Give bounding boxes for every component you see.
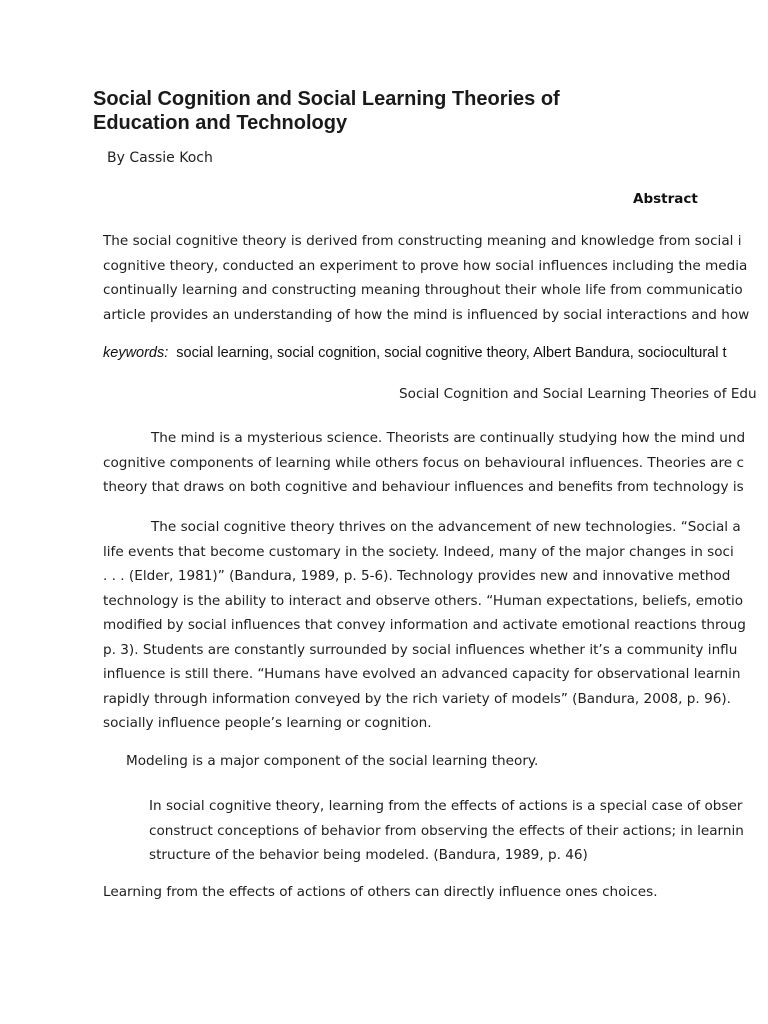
keywords-text: social learning, social cognition, social cognitive theory, Albert Bandura, sociocultural t [176, 345, 727, 361]
modeling-sentence: Modeling is a major component of the social learning theory. [126, 753, 539, 769]
paragraph-line: theory that draws on both cognitive and behaviour influences and benefits from technology is [103, 479, 744, 495]
paragraph-line: . . . (Elder, 1981)” (Bandura, 1989, p. 5-6). Technology provides new and innovative method [103, 568, 731, 584]
title-line: Social Cognition and Social Learning Theories of [93, 88, 560, 110]
paragraph-line: The mind is a mysterious science. Theorists are continually studying how the mind und [151, 430, 746, 446]
paragraph-line: The social cognitive theory thrives on the advancement of new technologies. “Social a [151, 519, 741, 535]
keywords-label: keywords: [103, 345, 169, 361]
paragraph-line: cognitive components of learning while others focus on behavioural influences. Theories are c [103, 454, 744, 471]
author-byline: By Cassie Koch [107, 150, 213, 166]
quote-line: construct conceptions of behavior from observing the effects of their actions; in learnin [149, 822, 744, 839]
quote-line: In social cognitive theory, learning from the effects of actions is a special case of obser [149, 798, 743, 814]
abstract-line: The social cognitive theory is derived from constructing meaning and knowledge from social i [103, 233, 742, 249]
abstract-body [103, 229, 768, 327]
paragraph-line: technology is the ability to interact and observe others. “Human expectations, beliefs, emotio [103, 592, 744, 609]
abstract-line: article provides an understanding of how the mind is influenced by social interactions and how [103, 306, 750, 323]
paragraph-technology [103, 515, 768, 736]
closing-sentence: Learning from the effects of actions of others can directly influence ones choices. [103, 884, 658, 900]
running-title: Social Cognition and Social Learning Theories of Edu [399, 386, 757, 402]
paragraph-intro [103, 426, 768, 500]
abstract-heading: Abstract [633, 191, 698, 207]
paragraph-line: modified by social influences that convey information and activate emotional reactions throug [103, 617, 746, 633]
abstract-line: continually learning and constructing meaning throughout their whole life from communicatio [103, 282, 743, 298]
paragraph-line: influence is still there. “Humans have evolved an advanced capacity for observational learnin [103, 666, 741, 682]
paragraph-line: p. 3). Students are constantly surrounded by social influences whether it’s a community influ [103, 641, 738, 658]
block-quote [149, 794, 768, 868]
quote-line: structure of the behavior being modeled. (Bandura, 1989, p. 46) [149, 847, 588, 863]
paragraph-line: socially influence people’s learning or cognition. [103, 715, 432, 731]
document-title [93, 87, 653, 135]
abstract-line: cognitive theory, conducted an experiment to prove how social influences including the media [103, 257, 748, 274]
paragraph-line: life events that become customary in the society. Indeed, many of the major changes in soci [103, 543, 734, 560]
paragraph-line: rapidly through information conveyed by the rich variety of models” (Bandura, 2008, p. 96). [103, 690, 731, 707]
title-line: Education and Technology [93, 112, 348, 134]
keywords-line [103, 345, 727, 361]
